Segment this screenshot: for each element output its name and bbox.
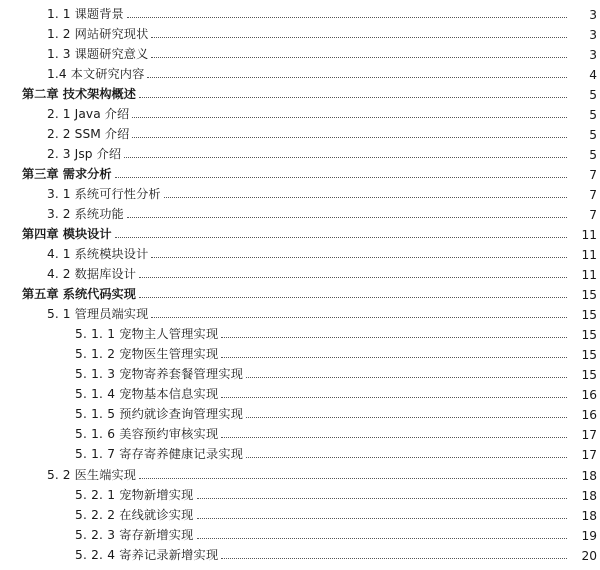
dot-leader <box>221 357 567 358</box>
dot-leader <box>147 77 567 78</box>
dot-leader <box>164 197 567 198</box>
dot-leader <box>246 417 567 418</box>
toc-entry[interactable] <box>0 362 600 382</box>
toc-entry-label: 1. 2 网站研究现状 <box>47 27 149 41</box>
toc-entry-page: 5 <box>589 148 597 162</box>
toc-entry-page: 15 <box>581 288 597 302</box>
toc-entry-label: 5. 1 管理员端实现 <box>47 307 149 321</box>
toc-entry[interactable] <box>0 402 600 422</box>
toc-entry-page: 3 <box>589 28 597 42</box>
toc-entry[interactable] <box>0 62 600 82</box>
dot-leader <box>124 157 567 158</box>
dot-leader <box>197 498 567 499</box>
toc-entry-page: 17 <box>581 428 597 442</box>
dot-leader <box>151 57 567 58</box>
dot-leader <box>221 397 567 398</box>
toc-entry-page: 18 <box>581 509 597 523</box>
toc-entry[interactable] <box>0 302 600 322</box>
dot-leader <box>139 297 567 298</box>
toc-entry-page: 15 <box>581 328 597 342</box>
toc-entry-label: 5. 1. 7 寄存寄养健康记录实现 <box>75 447 244 461</box>
toc-entry-label: 5. 2. 1 宠物新增实现 <box>75 488 194 502</box>
dot-leader <box>139 97 567 98</box>
toc-entry-label: 2. 3 Jsp 介绍 <box>47 147 122 161</box>
toc-entry-page: 7 <box>589 208 597 222</box>
toc-entry-page: 7 <box>589 188 597 202</box>
toc-entry[interactable] <box>0 543 600 563</box>
toc-entry[interactable] <box>0 102 600 122</box>
toc-entry[interactable] <box>0 242 600 262</box>
toc-entry-label: 5. 1. 3 宠物寄养套餐管理实现 <box>75 367 244 381</box>
toc-entry-page: 15 <box>581 308 597 322</box>
toc-entry-label: 5. 2. 4 寄养记录新增实现 <box>75 548 219 562</box>
toc-entry[interactable] <box>0 2 600 22</box>
toc-entry[interactable] <box>0 142 600 162</box>
toc-entry[interactable] <box>0 442 600 462</box>
dot-leader <box>151 257 567 258</box>
toc-entry-label: 1. 3 课题研究意义 <box>47 47 149 61</box>
toc-entry-label: 5. 1. 6 美容预约审核实现 <box>75 427 219 441</box>
toc-entry[interactable] <box>0 342 600 362</box>
dot-leader <box>197 538 567 539</box>
toc-entry-label: 2. 2 SSM 介绍 <box>47 127 130 141</box>
toc-entry-label: 5. 1. 1 宠物主人管理实现 <box>75 327 219 341</box>
toc-entry-page: 5 <box>589 108 597 122</box>
toc-entry[interactable] <box>0 22 600 42</box>
dot-leader <box>151 37 567 38</box>
toc-entry-page: 18 <box>581 489 597 503</box>
toc-entry[interactable] <box>0 42 600 62</box>
toc-entry[interactable] <box>0 382 600 402</box>
toc-entry-page: 20 <box>581 549 597 563</box>
toc-entry-label: 第三章 需求分析 <box>22 167 112 181</box>
toc-entry-label: 1. 1 课题背景 <box>47 7 124 21</box>
toc-entry-label: 1.4 本文研究内容 <box>47 67 145 81</box>
toc-entry-page: 16 <box>581 408 597 422</box>
toc-entry-label: 5. 2 医生端实现 <box>47 468 137 482</box>
dot-leader <box>221 337 567 338</box>
toc-entry-label: 5. 1. 2 宠物医生管理实现 <box>75 347 219 361</box>
toc-entry[interactable] <box>0 202 600 222</box>
toc-entry-label: 2. 1 Java 介绍 <box>47 107 130 121</box>
toc-chapter-entry[interactable] <box>0 282 600 302</box>
toc-entry-page: 16 <box>581 388 597 402</box>
toc-entry-label: 第五章 系统代码实现 <box>22 287 136 301</box>
dot-leader <box>132 117 567 118</box>
toc-entry-page: 5 <box>589 128 597 142</box>
toc-entry[interactable] <box>0 322 600 342</box>
toc-entry-page: 15 <box>581 368 597 382</box>
toc-entry[interactable] <box>0 422 600 442</box>
toc-entry[interactable] <box>0 483 600 503</box>
toc-entry-page: 11 <box>581 228 597 242</box>
dot-leader <box>221 558 567 559</box>
toc-entry-page: 4 <box>589 68 597 82</box>
toc-entry-label: 5. 2. 2 在线就诊实现 <box>75 508 194 522</box>
toc-chapter-entry[interactable] <box>0 82 600 102</box>
dot-leader <box>132 137 567 138</box>
toc-entry-page: 17 <box>581 448 597 462</box>
toc-entry-page: 3 <box>589 48 597 62</box>
toc-entry-page: 11 <box>581 248 597 262</box>
toc-chapter-entry[interactable] <box>0 222 600 242</box>
dot-leader <box>127 17 567 18</box>
dot-leader <box>115 237 567 238</box>
dot-leader <box>139 478 567 479</box>
toc-entry-label: 第四章 模块设计 <box>22 227 112 241</box>
toc-entry-label: 5. 1. 4 宠物基本信息实现 <box>75 387 219 401</box>
toc-entry-page: 11 <box>581 268 597 282</box>
toc-entry[interactable] <box>0 503 600 523</box>
toc-entry-page: 15 <box>581 348 597 362</box>
toc-entry[interactable] <box>0 463 600 483</box>
toc-chapter-entry[interactable] <box>0 162 600 182</box>
toc-entry-label: 3. 1 系统可行性分析 <box>47 187 161 201</box>
toc-entry-page: 7 <box>589 168 597 182</box>
dot-leader <box>246 377 567 378</box>
toc-entry-label: 4. 2 数据库设计 <box>47 267 137 281</box>
toc-entry-page: 5 <box>589 88 597 102</box>
dot-leader <box>221 437 567 438</box>
toc-entry[interactable] <box>0 262 600 282</box>
toc-entry-label: 3. 2 系统功能 <box>47 207 124 221</box>
toc-entry[interactable] <box>0 122 600 142</box>
dot-leader <box>115 177 567 178</box>
toc-entry-label: 5. 2. 3 寄存新增实现 <box>75 528 194 542</box>
dot-leader <box>197 518 567 519</box>
toc-entry[interactable] <box>0 182 600 202</box>
toc-entry-page: 19 <box>581 529 597 543</box>
dot-leader <box>246 457 567 458</box>
toc-entry-label: 5. 1. 5 预约就诊查询管理实现 <box>75 407 244 421</box>
dot-leader <box>151 317 567 318</box>
toc-entry-page: 18 <box>581 469 597 483</box>
toc-entry[interactable] <box>0 523 600 543</box>
toc-entry-page: 3 <box>589 8 597 22</box>
toc-entry-label: 第二章 技术架构概述 <box>22 87 136 101</box>
toc-entry-label: 4. 1 系统模块设计 <box>47 247 149 261</box>
dot-leader <box>127 217 567 218</box>
dot-leader <box>139 277 567 278</box>
